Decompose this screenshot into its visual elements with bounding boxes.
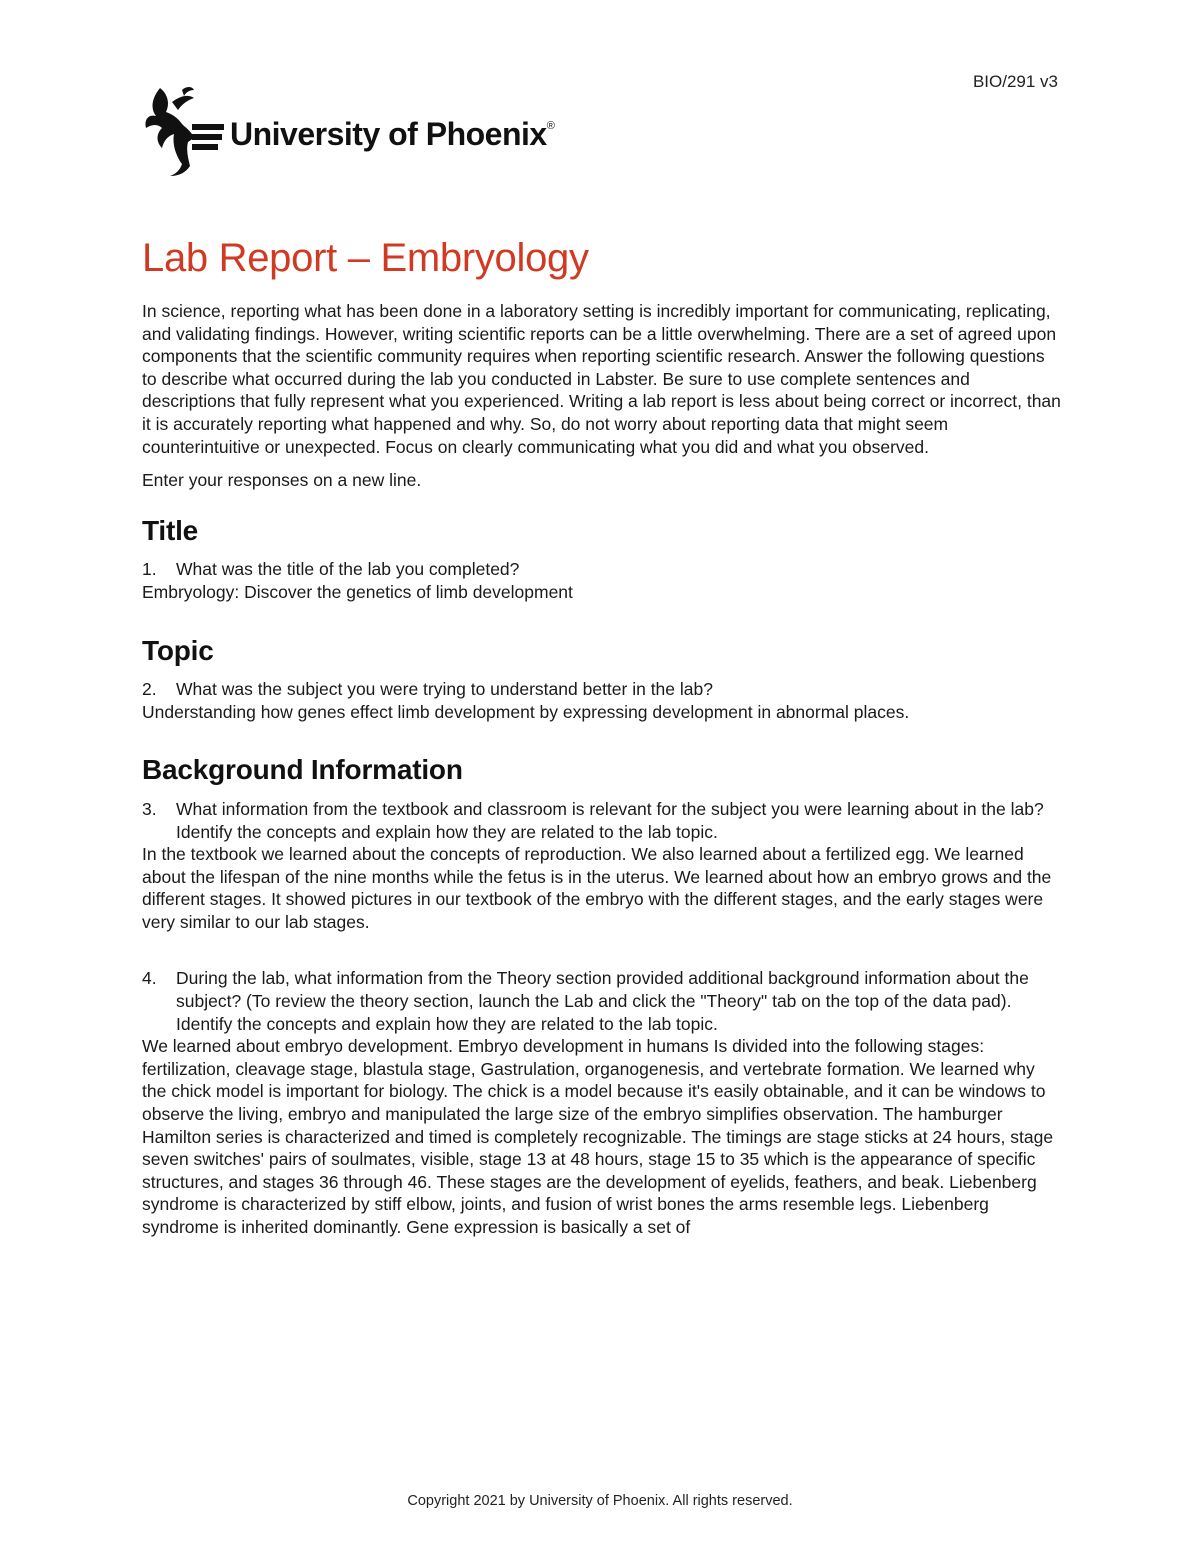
university-logo xyxy=(142,84,554,178)
section-heading-title: Title xyxy=(142,514,199,546)
document-body xyxy=(142,300,1062,1239)
question-text: During the lab, what information from the Theory section provided additional background information about the subject? (To review the theory section, launch the Lab and click the "Theory" tab on the top of the data pad). Identify the concepts and explain how they are related to the lab topic. xyxy=(176,968,1029,1034)
question-item xyxy=(142,558,1062,581)
question-number: 4. xyxy=(142,968,157,989)
course-code: BIO/291 v3 xyxy=(972,72,1058,91)
section-heading-background: Background Information xyxy=(142,754,463,786)
answer-text: In the textbook we learned about the concepts of reproduction. We also learned about a fertilized egg. We learned about the lifespan of the nine months while the fetus is in the uterus. We learned about how an embryo grows and the different stages. It showed pictures in our textbook of the embryo with the different stages, and the early stages were very similar to our lab stages. xyxy=(142,844,1052,932)
question-text: What information from the textbook and classroom is relevant for the subject you were learning about in the lab? Identify the concepts and explain how they are related to the lab topic. xyxy=(176,798,1044,842)
answer-text: Embryology: Discover the genetics of limb development xyxy=(142,581,573,602)
answer-text: Understanding how genes effect limb development by expressing development in abnormal places. xyxy=(142,701,910,722)
question-item xyxy=(142,967,1062,1035)
question-text: What was the subject you were trying to understand better in the lab? xyxy=(176,679,713,700)
question-item xyxy=(142,678,1062,701)
question-number: 2. xyxy=(142,679,157,700)
page-title: Lab Report – Embryology xyxy=(142,236,589,280)
intro-paragraph: In science, reporting what has been done in a laboratory setting is incredibly important for communicating, replicating, and validating findings. However, writing scientific reports can be a little overwhelming. There are a set of agreed upon components that the scientific community requires when reporting scientific research. Answer the following questions to describe what occurred during the lab you conducted in Labster. Be sure to use complete sentences and descriptions that fully represent what you experienced. Writing a lab report is less about being correct or incorrect, than it is accurately reporting what happened and why. So, do not worry about reporting data that might seem counterintuitive or unexpected. Focus on clearly communicating what you did and what you observed. xyxy=(142,301,1061,457)
logo-wordmark: University of Phoenix® xyxy=(230,115,555,152)
phoenix-bird-icon xyxy=(142,84,226,178)
question-text: What was the title of the lab you completed? xyxy=(176,559,520,580)
section-heading-topic: Topic xyxy=(142,634,214,666)
question-item xyxy=(142,798,1062,843)
question-number: 1. xyxy=(142,559,157,580)
footer-copyright: Copyright 2021 by University of Phoenix. All rights reserved. xyxy=(407,1493,793,1509)
answer-text: We learned about embryo development. Embryo development in humans Is divided into the following stages: fertilization, cleavage stage, blastula stage, Gastrulation, organogenesis, and vertebrate formation. We learned why the chick model is important for biology. The chick is a model because it's easily obtainable, and it can be windows to observe the living, embryo and manipulated the large size of the embryo simplifies observation. The hamburger Hamilton series is characterized and timed is completely recognizable. The timings are stage sticks at 24 hours, stage seven switches' pairs of soulmates, visible, stage 13 at 48 hours, stage 15 to 35 which is the appearance of specific structures, and stages 36 through 46. These stages are the development of eyelids, feathers, and beak. Liebenberg syndrome is characterized by stiff elbow, joints, and fusion of wrist bones the arms resemble legs. Liebenberg syndrome is inherited dominantly. Gene expression is basically a set of xyxy=(142,1036,1054,1237)
question-number: 3. xyxy=(142,798,157,819)
instruction-text: Enter your responses on a new line. xyxy=(142,470,422,491)
